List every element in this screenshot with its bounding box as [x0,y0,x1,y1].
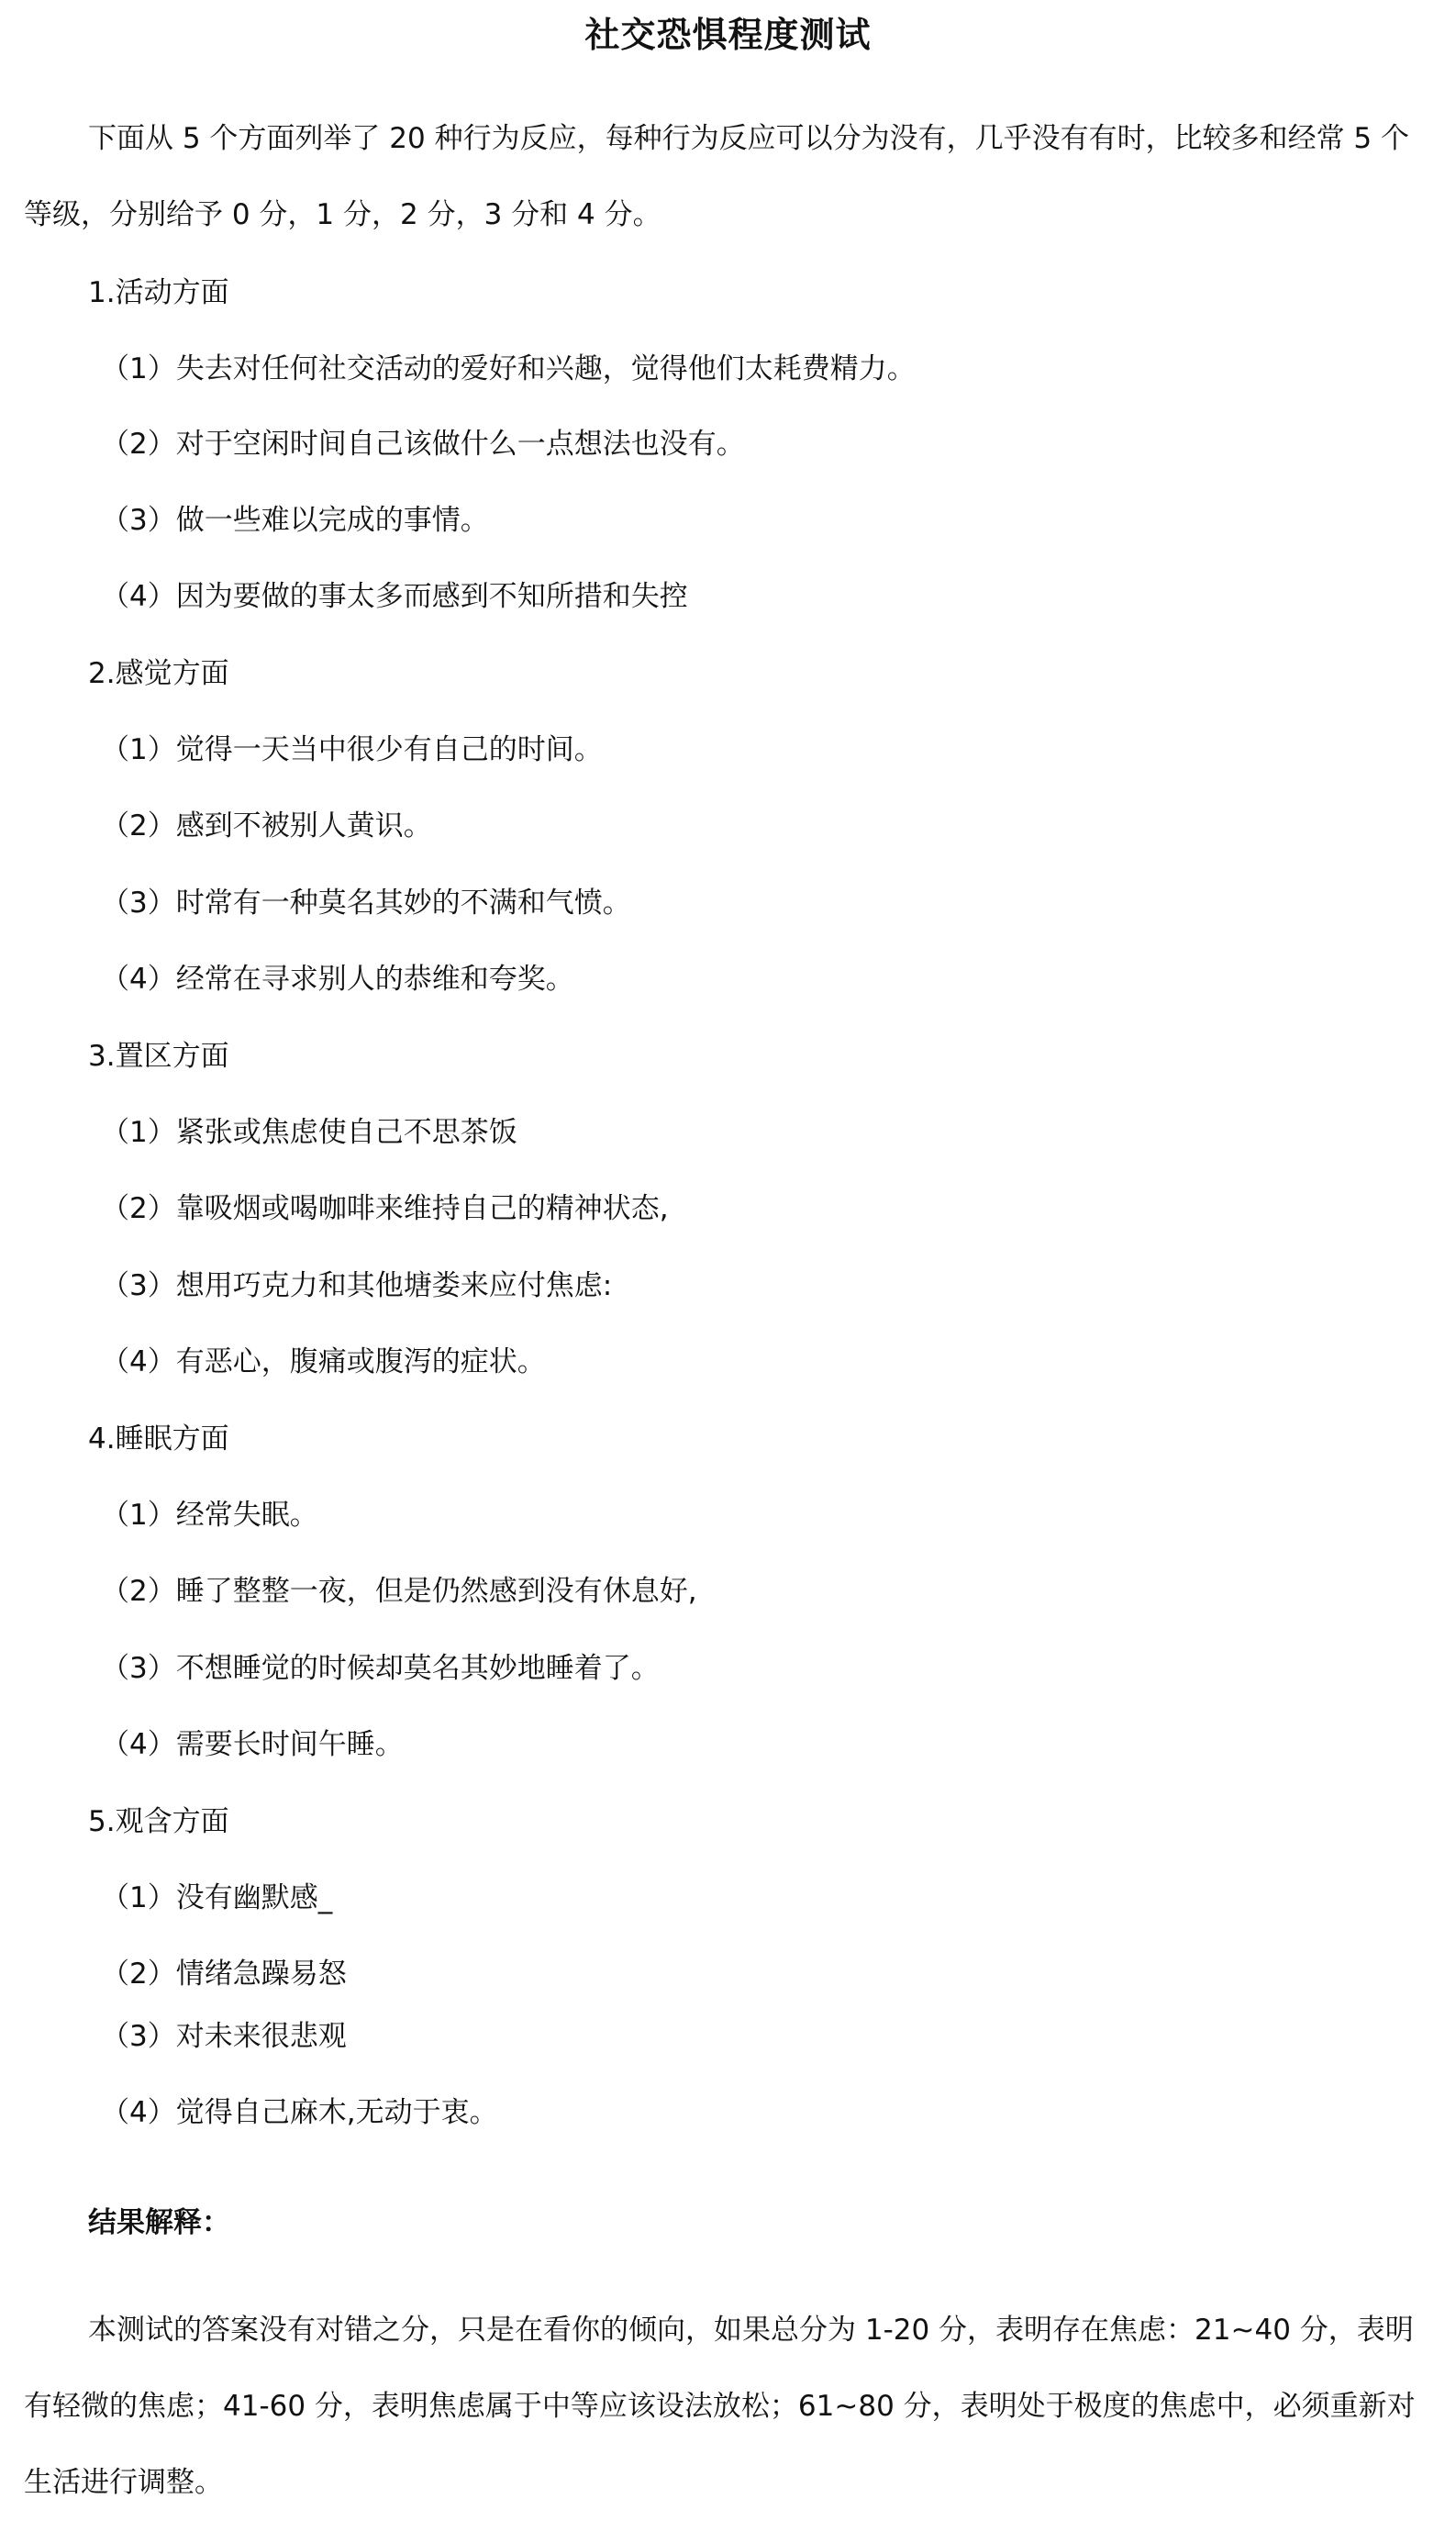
result-heading: 结果解释： [88,2206,230,2239]
section-heading-activity: 1.活动方面 [88,276,229,309]
list-item: （1）经常失眠。 [101,1499,318,1532]
list-item: （1）没有幽默感_ [101,1881,333,1914]
list-item: （3）时常有一种莫名其妙的不满和气愤。 [101,887,631,920]
list-item: （3）不想睡觉的时候却莫名其妙地睡着了。 [101,1652,660,1685]
list-item: （3）做一些难以完成的事情。 [101,504,489,537]
list-item: （4）有恶心，腹痛或腹泻的症状。 [101,1345,546,1378]
list-item: （2）情绪急躁易怒 [101,1958,347,1991]
list-item: （4）需要长时间午睡。 [101,1728,404,1761]
list-item: （4）因为要做的事太多而感到不知所措和失控 [101,580,688,613]
list-item: （2）靠吸烟或喝咖啡来维持自己的精神状态, [101,1192,669,1225]
list-item: （2）对于空闲时间自己该做什么一点想法也没有。 [101,428,745,461]
list-item: （3）想用巧克力和其他塘娄来应付焦虑: [101,1269,613,1302]
result-paragraph: 本测试的答案没有对错之分，只是在看你的倾向，如果总分为 1-20 分，表明存在焦虑：21~40 分，表明有轻微的焦虑；41-60 分，表明焦虑属于中等应该设法放松；61~80 分，表明处于极度的焦虑中，必须重新对生活进行调整。 [24,2314,1416,2499]
list-item: （4）经常在寻求别人的恭维和夸奖。 [101,963,574,996]
list-item: （1）紧张或焦虑使自己不思茶饭 [101,1116,517,1149]
list-item: （3）对未来很悲观 [101,2020,347,2053]
list-item: （1）失去对任何社交活动的爱好和兴趣，觉得他们太耗费精力。 [101,352,916,385]
section-heading-feeling: 2.感觉方面 [88,657,229,690]
section-heading-3: 3.置区方面 [88,1040,229,1073]
list-item: （1）觉得一天当中很少有自己的时间。 [101,733,603,766]
list-item: （4）觉得自己麻木,无动于衷。 [101,2096,498,2129]
section-heading-5: 5.观含方面 [88,1805,229,1838]
list-item: （2）睡了整整一夜，但是仍然感到没有休息好, [101,1575,697,1608]
list-item: （2）感到不被别人黄识。 [101,809,432,842]
section-heading-sleep: 4.睡眠方面 [88,1422,229,1456]
intro-paragraph: 下面从 5 个方面列举了 20 种行为反应，每种行为反应可以分为没有，几乎没有有时，比较多和经常 5 个等级，分别给予 0 分，1 分，2 分，3 分和 4 分。 [24,122,1410,231]
document-title: 社交恐惧程度测试 [584,14,872,55]
